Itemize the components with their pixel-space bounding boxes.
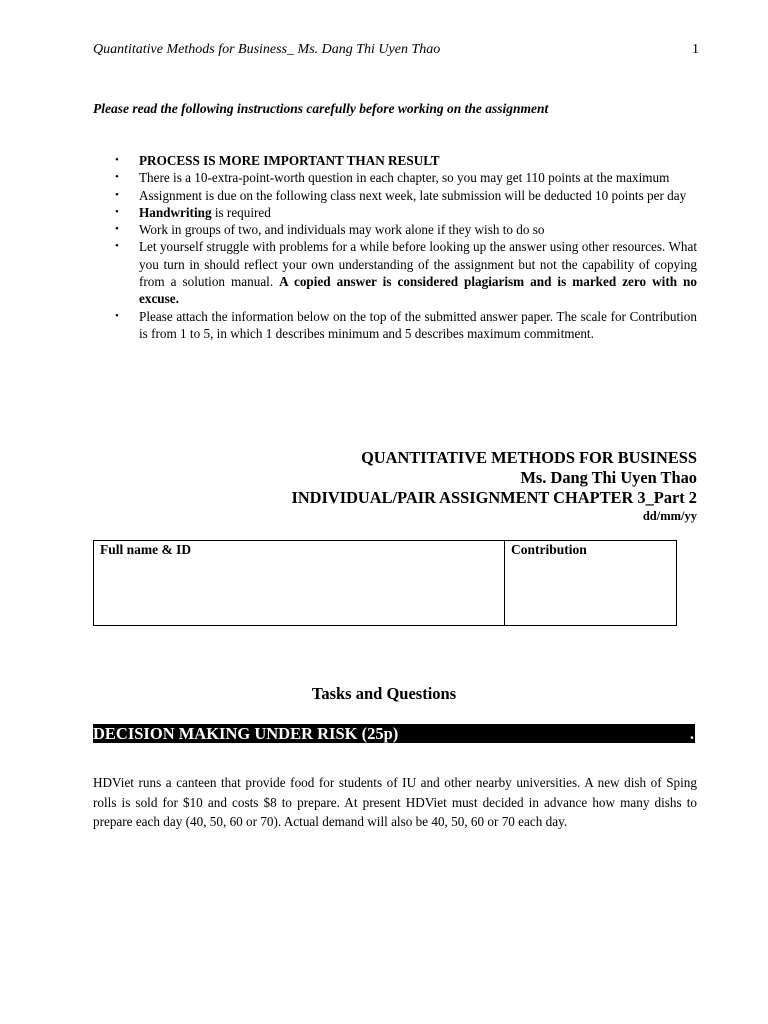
problem-statement: HDViet runs a canteen that provide food for students of IU and other nearby universities. A new dish of Sping rolls is sold for $10 and costs $8 to prepare. At present HDViet must decided in advance how many dishs to prepare each day (40, 50, 60 or 70). Actual demand will also be 40, 50, 60 or 70 each day. (93, 775, 697, 830)
assignment-title: INDIVIDUAL/PAIR ASSIGNMENT CHAPTER 3_Part 2 (291, 488, 697, 507)
full-name-cell: Full name & ID (94, 541, 505, 626)
instruction-text: Let yourself struggle with problems for a while before looking up the answer using other resources. What you turn in should reflect your own understanding of the assignment but not the capability of copying from a solution manual. (139, 239, 697, 290)
instruction-item (115, 221, 697, 238)
instruction-text: There is a 10-extra-point-worth question in each chapter, so you may get 110 points at the maximum (139, 170, 670, 186)
page-number: 1 (692, 42, 699, 57)
running-title: Quantitative Methods for Business_ Ms. Dang Thi Uyen Thao (93, 42, 441, 57)
bullet-icon: • (115, 205, 119, 218)
assignment-header (137, 448, 697, 524)
instructor-name: Ms. Dang Thi Uyen Thao (520, 468, 697, 487)
instruction-item (115, 238, 697, 307)
bullet-icon: • (115, 188, 119, 201)
bullet-icon: • (115, 154, 119, 166)
instruction-item (115, 169, 697, 186)
instruction-text: Assignment is due on the following class next week, late submission will be deducted 10 points per day (139, 187, 687, 203)
instruction-text: PROCESS IS MORE IMPORTANT THAN RESULT (139, 153, 440, 168)
instruction-item (115, 204, 697, 221)
course-title: QUANTITATIVE METHODS FOR BUSINESS (361, 448, 697, 467)
section-heading-bar (93, 724, 695, 743)
section-trailing-dot: . (689, 724, 694, 743)
instruction-list (115, 152, 697, 342)
bullet-icon: • (115, 223, 119, 236)
date-field: dd/mm/yy (642, 509, 697, 523)
instructions-heading: Please read the following instructions carefully before working on the assignment (93, 101, 549, 116)
section-title: DECISION MAKING UNDER RISK (25p) (93, 724, 399, 743)
bullet-icon: • (115, 309, 119, 322)
student-info-table (93, 540, 677, 626)
instruction-emphasis: A copied answer is considered plagiarism and is marked zero with no excuse. (139, 274, 697, 307)
instruction-item (115, 152, 697, 169)
tasks-heading: Tasks and Questions (311, 684, 457, 703)
bullet-icon: • (115, 240, 119, 253)
page-header (93, 42, 699, 62)
instruction-emphasis: Handwriting (139, 204, 212, 220)
instruction-item (115, 308, 697, 343)
instruction-item (115, 187, 697, 204)
instruction-text: is required (211, 204, 271, 220)
bullet-icon: • (115, 171, 119, 184)
instruction-text: Please attach the information below on the top of the submitted answer paper. The scale for Contribution is from 1 to 5, in which 1 describes minimum and 5 describes maximum commitment. (139, 308, 697, 341)
contribution-cell: Contribution (505, 541, 677, 626)
instruction-text: Work in groups of two, and individuals may work alone if they wish to do so (139, 222, 545, 238)
